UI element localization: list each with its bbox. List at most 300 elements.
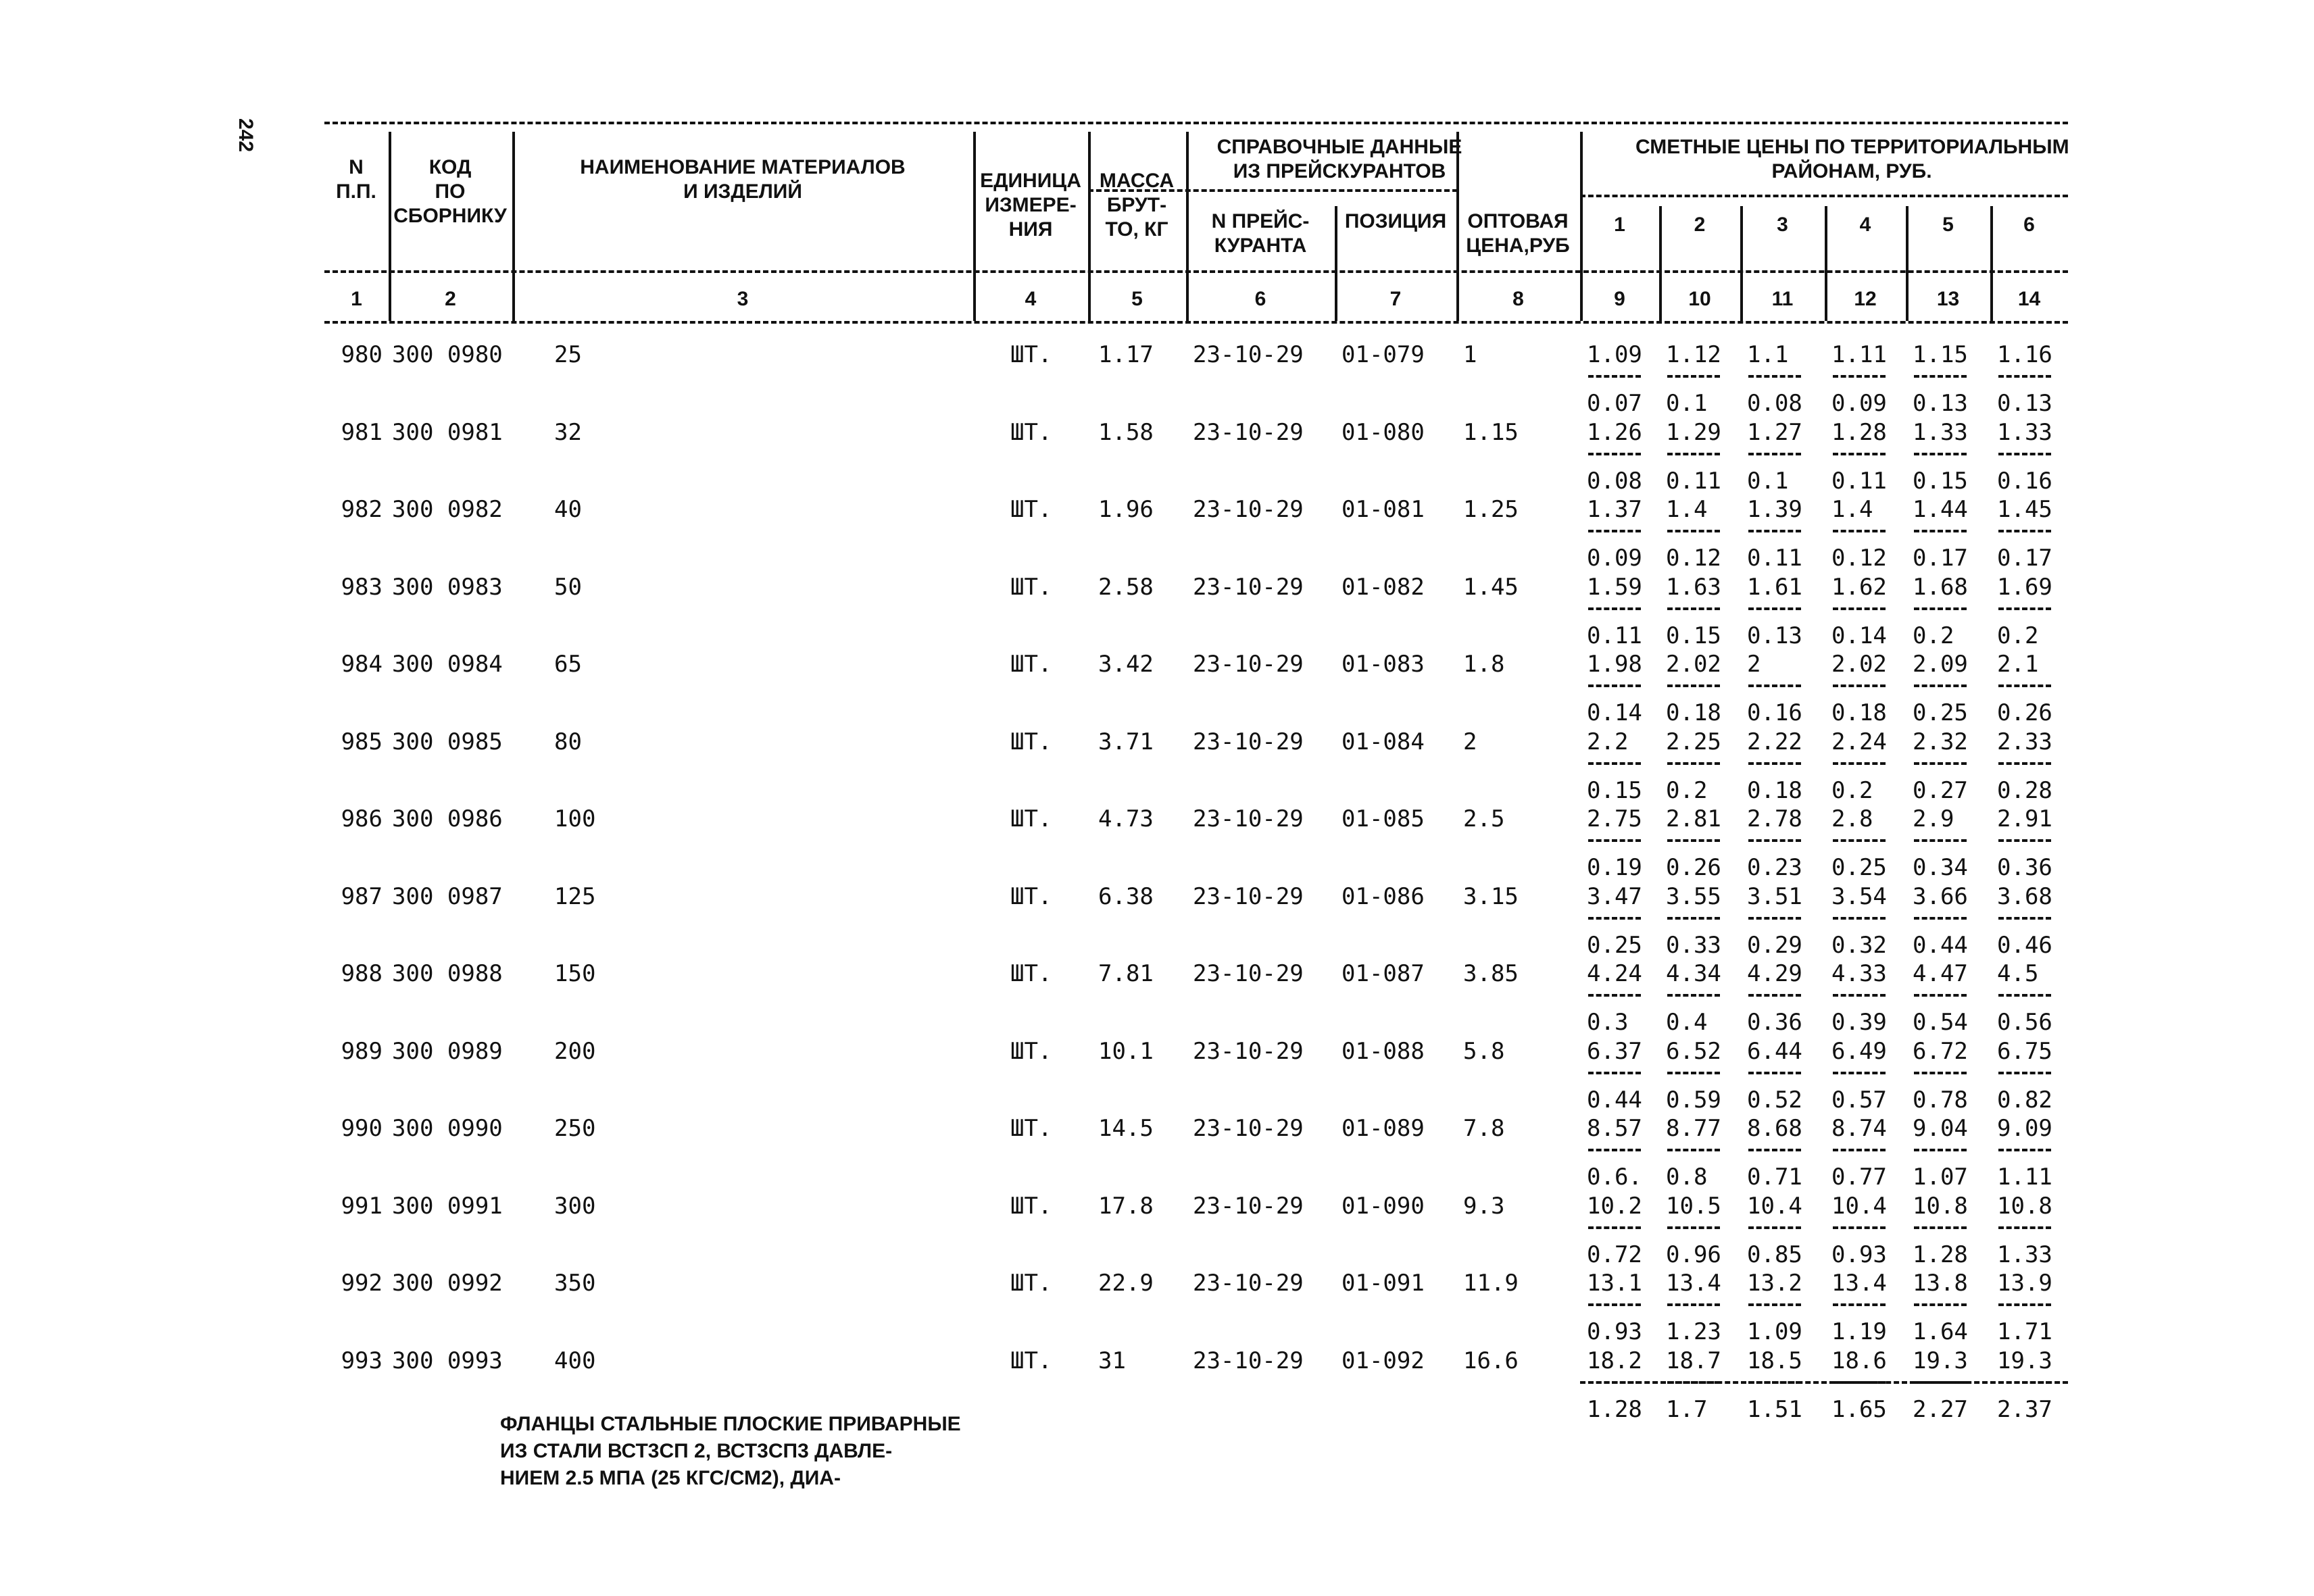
region-price: 18.5 (1747, 1347, 1802, 1374)
region-price: 1.12 (1666, 341, 1721, 368)
row-unit: ШТ. (1010, 805, 1052, 832)
region-price-extra: 0.85 (1747, 1241, 1802, 1268)
region-price: 1.27 (1747, 418, 1802, 446)
row-mass: 3.42 (1098, 651, 1154, 678)
column-separator (512, 280, 515, 314)
price-dash (1667, 453, 1720, 455)
price-dash (1748, 607, 1801, 610)
header-group-reference: СПРАВОЧНЫЕ ДАННЫЕ ИЗ ПРЕЙСКУРАНТОВ (1216, 136, 1462, 182)
row-pos: 01-085 (1341, 805, 1425, 832)
row-code: 300 0989 (392, 1037, 503, 1065)
row-pk: 23-10-29 (1193, 341, 1304, 368)
row-price: 2 (1463, 728, 1477, 755)
price-dash (1588, 994, 1641, 997)
header-region-2: 2 (1694, 214, 1706, 236)
region-price: 2.25 (1666, 728, 1721, 755)
region-price-extra: 0.28 (1997, 776, 2052, 804)
row-pos: 01-080 (1341, 418, 1425, 446)
price-dash (1998, 1149, 2051, 1151)
column-number-12: 12 (1854, 288, 1877, 310)
price-dash (1588, 1072, 1641, 1074)
region-price-extra: 0.17 (1997, 545, 2052, 572)
region-price-extra: 1.19 (1831, 1318, 1887, 1345)
row-pos: 01-089 (1341, 1115, 1425, 1142)
region-price: 4.34 (1666, 960, 1721, 987)
row-pk: 23-10-29 (1193, 1192, 1304, 1220)
region-price: 2.81 (1666, 805, 1721, 832)
region-price-extra: 1.28 (1913, 1241, 1968, 1268)
price-dash (1667, 1149, 1720, 1151)
row-name: 150 (554, 960, 596, 987)
price-dash (1998, 839, 2051, 842)
region-price-extra: 0.14 (1587, 699, 1642, 726)
region-price: 1.59 (1587, 573, 1642, 601)
row-code: 300 0993 (392, 1347, 503, 1374)
region-price-extra: 1.11 (1997, 1164, 2052, 1191)
region-price-extra: 1.64 (1913, 1318, 1968, 1345)
region-price: 1.15 (1913, 341, 1968, 368)
row-price: 11.9 (1463, 1270, 1519, 1297)
price-dash (1588, 762, 1641, 765)
row-mass: 1.58 (1098, 418, 1154, 446)
row-n: 981 (341, 418, 383, 446)
row-n: 986 (341, 805, 383, 832)
region-price: 1.16 (1997, 341, 2052, 368)
row-code: 300 0982 (392, 496, 503, 523)
region-price-extra: 0.54 (1913, 1009, 1968, 1036)
region-price: 1.69 (1997, 573, 2052, 601)
region-price: 13.9 (1997, 1270, 2052, 1297)
row-code: 300 0987 (392, 882, 503, 910)
price-dash (1667, 839, 1720, 842)
header-col-name: НАИМЕНОВАНИЕ МАТЕРИАЛОВ И ИЗДЕЛИЙ (580, 156, 906, 203)
row-pos: 01-092 (1341, 1347, 1425, 1374)
row-code: 300 0988 (392, 960, 503, 987)
region-price: 3.47 (1587, 882, 1642, 910)
row-unit: ШТ. (1010, 1347, 1052, 1374)
price-dash (1998, 1303, 2051, 1306)
price-dash (1667, 762, 1720, 765)
price-dash (1998, 607, 2051, 610)
row-name: 40 (554, 496, 582, 523)
column-number-13: 13 (1936, 288, 1960, 310)
region-price-extra: 0.44 (1913, 931, 1968, 959)
column-separator (1580, 280, 1583, 314)
row-pk: 23-10-29 (1193, 1347, 1304, 1374)
region-price: 13.4 (1666, 1270, 1721, 1297)
header-col-position: ПОЗИЦИЯ (1344, 210, 1447, 232)
price-dash (1588, 1226, 1641, 1229)
header-top-rule (324, 122, 2068, 124)
region-price-extra: 0.36 (1997, 854, 2052, 881)
column-separator (1335, 280, 1337, 314)
region-price-extra: 0.57 (1831, 1086, 1887, 1114)
region-price-extra: 0.34 (1913, 854, 1968, 881)
region-price-extra: 0.2 (1831, 776, 1873, 804)
column-separator (1740, 280, 1743, 314)
row-n: 985 (341, 728, 383, 755)
group-rule (1580, 195, 2068, 197)
row-pos: 01-084 (1341, 728, 1425, 755)
region-price: 3.51 (1747, 882, 1802, 910)
region-price: 2.9 (1913, 805, 1954, 832)
region-price: 1.4 (1666, 496, 1708, 523)
row-name: 350 (554, 1270, 596, 1297)
region-price: 4.5 (1997, 960, 2039, 987)
region-price-extra: 0.2 (1913, 622, 1954, 649)
region-price: 3.68 (1997, 882, 2052, 910)
row-pos: 01-087 (1341, 960, 1425, 987)
row-pk: 23-10-29 (1193, 805, 1304, 832)
region-price-extra: 0.93 (1587, 1318, 1642, 1345)
region-price-extra: 1.65 (1831, 1395, 1887, 1423)
price-dash (1833, 839, 1886, 842)
row-name: 200 (554, 1037, 596, 1065)
row-name: 100 (554, 805, 596, 832)
row-pk: 23-10-29 (1193, 418, 1304, 446)
region-price: 6.44 (1747, 1037, 1802, 1065)
price-dash (1588, 607, 1641, 610)
column-number-6: 6 (1254, 288, 1266, 310)
header-col-code: КОД ПО СБОРНИКУ (393, 156, 507, 227)
price-dash (1998, 375, 2051, 378)
region-price-extra: 0.18 (1666, 699, 1721, 726)
region-price-extra: 0.11 (1831, 467, 1887, 495)
region-price: 10.2 (1587, 1192, 1642, 1220)
price-dash (1833, 530, 1886, 532)
region-price-extra: 0.12 (1831, 545, 1887, 572)
price-dash (1667, 994, 1720, 997)
row-mass: 22.9 (1098, 1270, 1154, 1297)
region-price: 10.8 (1997, 1192, 2052, 1220)
price-dash (1833, 1226, 1886, 1229)
row-code: 300 0983 (392, 573, 503, 601)
row-price: 1.8 (1463, 651, 1505, 678)
row-mass: 10.1 (1098, 1037, 1154, 1065)
price-dash (1998, 762, 2051, 765)
region-price-extra: 1.51 (1747, 1395, 1802, 1423)
row-pos: 01-086 (1341, 882, 1425, 910)
price-dash (1588, 530, 1641, 532)
row-mass: 14.5 (1098, 1115, 1154, 1142)
region-price-extra: 1.07 (1913, 1164, 1968, 1191)
region-price: 1.68 (1913, 573, 1968, 601)
region-price-extra: 0.11 (1587, 622, 1642, 649)
region-price: 6.52 (1666, 1037, 1721, 1065)
price-dash (1998, 684, 2051, 687)
row-n: 989 (341, 1037, 383, 1065)
price-dash (1748, 917, 1801, 920)
row-pk: 23-10-29 (1193, 651, 1304, 678)
region-price: 18.7 (1666, 1347, 1721, 1374)
region-price: 19.3 (1997, 1347, 2052, 1374)
region-price-extra: 0.15 (1587, 776, 1642, 804)
region-price-extra: 0.52 (1747, 1086, 1802, 1114)
row-mass: 17.8 (1098, 1192, 1154, 1220)
region-price-extra: 0.25 (1831, 854, 1887, 881)
price-dash (1588, 1303, 1641, 1306)
region-price: 10.8 (1913, 1192, 1968, 1220)
row-pk: 23-10-29 (1193, 882, 1304, 910)
region-price: 1.33 (1913, 418, 1968, 446)
row-price: 1.45 (1463, 573, 1519, 601)
header-col-unit: ЕДИНИЦА ИЗМЕРЕ- НИЯ (980, 170, 1081, 241)
row-mass: 6.38 (1098, 882, 1154, 910)
region-price-extra: 0.08 (1747, 390, 1802, 417)
column-separator (1825, 280, 1827, 314)
price-dash (1833, 1303, 1886, 1306)
price-dash (1914, 530, 1967, 532)
row-mass: 31 (1098, 1347, 1126, 1374)
section-heading-text: ФЛАНЦЫ СТАЛЬНЫЕ ПЛОСКИЕ ПРИВАРНЫЕ ИЗ СТАЛИ ВСТ3СП 2, ВСТ3СП3 ДАВЛЕ- НИЕМ 2.5 МПА (25 КГС/СМ2), ДИА- (500, 1413, 961, 1489)
region-price-extra: 1.71 (1997, 1318, 2052, 1345)
row-unit: ШТ. (1010, 1192, 1052, 1220)
region-price-extra: 0.13 (1913, 390, 1968, 417)
column-separator (1088, 280, 1091, 314)
region-price: 1.29 (1666, 418, 1721, 446)
price-dash (1914, 453, 1967, 455)
region-price: 1.39 (1747, 496, 1802, 523)
row-mass: 1.17 (1098, 341, 1154, 368)
row-n: 980 (341, 341, 383, 368)
region-price-extra: 0.18 (1747, 776, 1802, 804)
row-code: 300 0980 (392, 341, 503, 368)
price-dash (1748, 1149, 1801, 1151)
price-dash (1667, 684, 1720, 687)
region-price: 2.24 (1831, 728, 1887, 755)
price-dash (1588, 917, 1641, 920)
region-price: 6.75 (1997, 1037, 2052, 1065)
row-name: 50 (554, 573, 582, 601)
row-n: 984 (341, 651, 383, 678)
region-price: 19.3 (1913, 1347, 1968, 1374)
price-dash (1914, 1226, 1967, 1229)
price-dash (1667, 530, 1720, 532)
row-unit: ШТ. (1010, 960, 1052, 987)
row-price: 16.6 (1463, 1347, 1519, 1374)
region-price-extra: 0.09 (1831, 390, 1887, 417)
region-price: 6.72 (1913, 1037, 1968, 1065)
row-unit: ШТ. (1010, 341, 1052, 368)
row-name: 80 (554, 728, 582, 755)
row-mass: 7.81 (1098, 960, 1154, 987)
region-price-extra: 0.56 (1997, 1009, 2052, 1036)
region-price-extra: 0.4 (1666, 1009, 1708, 1036)
region-price-extra: 0.3 (1587, 1009, 1629, 1036)
row-pos: 01-088 (1341, 1037, 1425, 1065)
header-region-5: 5 (1942, 214, 1954, 236)
column-separator (1659, 280, 1662, 314)
region-price: 10.4 (1831, 1192, 1887, 1220)
region-price: 2.22 (1747, 728, 1802, 755)
region-price-extra: 0.13 (1747, 622, 1802, 649)
region-price-extra: 0.96 (1666, 1241, 1721, 1268)
region-price: 18.6 (1831, 1347, 1887, 1374)
price-dash (1667, 375, 1720, 378)
column-number-14: 14 (2017, 288, 2041, 310)
column-separator (1186, 280, 1189, 314)
price-dash (1748, 839, 1801, 842)
row-unit: ШТ. (1010, 1270, 1052, 1297)
region-price: 3.54 (1831, 882, 1887, 910)
column-number-3: 3 (737, 288, 749, 310)
column-number-10: 10 (1688, 288, 1711, 310)
price-dash (1914, 994, 1967, 997)
price-dash (1748, 375, 1801, 378)
price-dash (1914, 1303, 1967, 1306)
region-price: 6.49 (1831, 1037, 1887, 1065)
row-pos: 01-082 (1341, 573, 1425, 601)
row-code: 300 0991 (392, 1192, 503, 1220)
row-price: 1.15 (1463, 418, 1519, 446)
price-dash (1580, 1381, 2068, 1384)
region-price-extra: 0.07 (1587, 390, 1642, 417)
column-number-8: 8 (1512, 288, 1524, 310)
price-dash (1998, 1226, 2051, 1229)
row-n: 992 (341, 1270, 383, 1297)
price-dash (1748, 530, 1801, 532)
price-dash (1748, 1303, 1801, 1306)
row-pos: 01-090 (1341, 1192, 1425, 1220)
region-price: 1.44 (1913, 496, 1968, 523)
price-dash (1833, 375, 1886, 378)
row-price: 2.5 (1463, 805, 1505, 832)
price-dash (1748, 453, 1801, 455)
price-dash (1748, 1226, 1801, 1229)
price-dash (1833, 917, 1886, 920)
row-pk: 23-10-29 (1193, 1270, 1304, 1297)
price-dash (1833, 762, 1886, 765)
region-price: 2.78 (1747, 805, 1802, 832)
region-price-extra: 0.15 (1666, 622, 1721, 649)
column-number-5: 5 (1131, 288, 1143, 310)
price-dash (1914, 1072, 1967, 1074)
price-dash (1998, 453, 2051, 455)
price-dash (1748, 994, 1801, 997)
region-price: 6.37 (1587, 1037, 1642, 1065)
row-pk: 23-10-29 (1193, 1115, 1304, 1142)
price-dash (1998, 1072, 2051, 1074)
row-n: 991 (341, 1192, 383, 1220)
region-price-extra: 0.19 (1587, 854, 1642, 881)
row-n: 982 (341, 496, 383, 523)
region-price-extra: 0.11 (1666, 467, 1721, 495)
region-price-extra: 0.18 (1831, 699, 1887, 726)
column-separator (973, 280, 976, 314)
header-region-4: 4 (1859, 214, 1871, 236)
row-unit: ШТ. (1010, 573, 1052, 601)
row-n: 987 (341, 882, 383, 910)
price-dash (1914, 1149, 1967, 1151)
region-price-extra: 0.2 (1666, 776, 1708, 804)
row-price: 1 (1463, 341, 1477, 368)
row-pos: 01-091 (1341, 1270, 1425, 1297)
region-price-extra: 0.16 (1997, 467, 2052, 495)
region-price: 2.75 (1587, 805, 1642, 832)
region-price: 1.62 (1831, 573, 1887, 601)
region-price-extra: 0.1 (1747, 467, 1789, 495)
region-price: 8.74 (1831, 1115, 1887, 1142)
row-mass: 1.96 (1098, 496, 1154, 523)
row-pk: 23-10-29 (1193, 728, 1304, 755)
region-price: 2.2 (1587, 728, 1629, 755)
column-separator (1906, 280, 1909, 314)
region-price-extra: 0.32 (1831, 931, 1887, 959)
region-price: 13.8 (1913, 1270, 1968, 1297)
row-n: 988 (341, 960, 383, 987)
region-price-extra: 0.77 (1831, 1164, 1887, 1191)
region-price-extra: 0.16 (1747, 699, 1802, 726)
price-dash (1748, 762, 1801, 765)
row-unit: ШТ. (1010, 1037, 1052, 1065)
region-price: 2.91 (1997, 805, 2052, 832)
region-price-extra: 1.09 (1747, 1318, 1802, 1345)
price-dash (1588, 684, 1641, 687)
row-pos: 01-079 (1341, 341, 1425, 368)
price-dash (1833, 994, 1886, 997)
region-price-extra: 0.23 (1747, 854, 1802, 881)
price-dash (1914, 839, 1967, 842)
row-pk: 23-10-29 (1193, 1037, 1304, 1065)
region-price-extra: 0.72 (1587, 1241, 1642, 1268)
row-mass: 4.73 (1098, 805, 1154, 832)
price-dash (1914, 607, 1967, 610)
region-price-extra: 0.25 (1587, 931, 1642, 959)
region-price-extra: 0.09 (1587, 545, 1642, 572)
region-price-extra: 0.08 (1587, 467, 1642, 495)
row-code: 300 0984 (392, 651, 503, 678)
region-price: 2.02 (1831, 651, 1887, 678)
row-pk: 23-10-29 (1193, 573, 1304, 601)
region-price-extra: 2.37 (1997, 1395, 2052, 1423)
row-code: 300 0981 (392, 418, 503, 446)
row-code: 300 0986 (392, 805, 503, 832)
row-name: 125 (554, 882, 596, 910)
region-price: 4.47 (1913, 960, 1968, 987)
region-price: 1.63 (1666, 573, 1721, 601)
region-price: 13.1 (1587, 1270, 1642, 1297)
region-price: 1.45 (1997, 496, 2052, 523)
row-n: 993 (341, 1347, 383, 1374)
region-price: 1.37 (1587, 496, 1642, 523)
region-price-extra: 2.27 (1913, 1395, 1968, 1423)
region-price-extra: 0.82 (1997, 1086, 2052, 1114)
header-bottom-rule (324, 270, 2068, 273)
region-price-extra: 0.13 (1997, 390, 2052, 417)
price-dash (1588, 839, 1641, 842)
row-unit: ШТ. (1010, 882, 1052, 910)
region-price: 1.11 (1831, 341, 1887, 368)
column-number-rule (324, 321, 2068, 324)
region-price: 1.4 (1831, 496, 1873, 523)
region-price-extra: 0.71 (1747, 1164, 1802, 1191)
region-price: 4.24 (1587, 960, 1642, 987)
row-unit: ШТ. (1010, 728, 1052, 755)
region-price-extra: 1.33 (1997, 1241, 2052, 1268)
row-price: 9.3 (1463, 1192, 1505, 1220)
region-price-extra: 0.59 (1666, 1086, 1721, 1114)
region-price: 10.5 (1666, 1192, 1721, 1220)
price-dash (1748, 684, 1801, 687)
region-price-extra: 0.36 (1747, 1009, 1802, 1036)
region-price-extra: 0.12 (1666, 545, 1721, 572)
row-price: 3.15 (1463, 882, 1519, 910)
price-dash (1998, 994, 2051, 997)
price-dash (1588, 453, 1641, 455)
price-dash (1833, 684, 1886, 687)
region-price-extra: 0.78 (1913, 1086, 1968, 1114)
region-price: 2.02 (1666, 651, 1721, 678)
